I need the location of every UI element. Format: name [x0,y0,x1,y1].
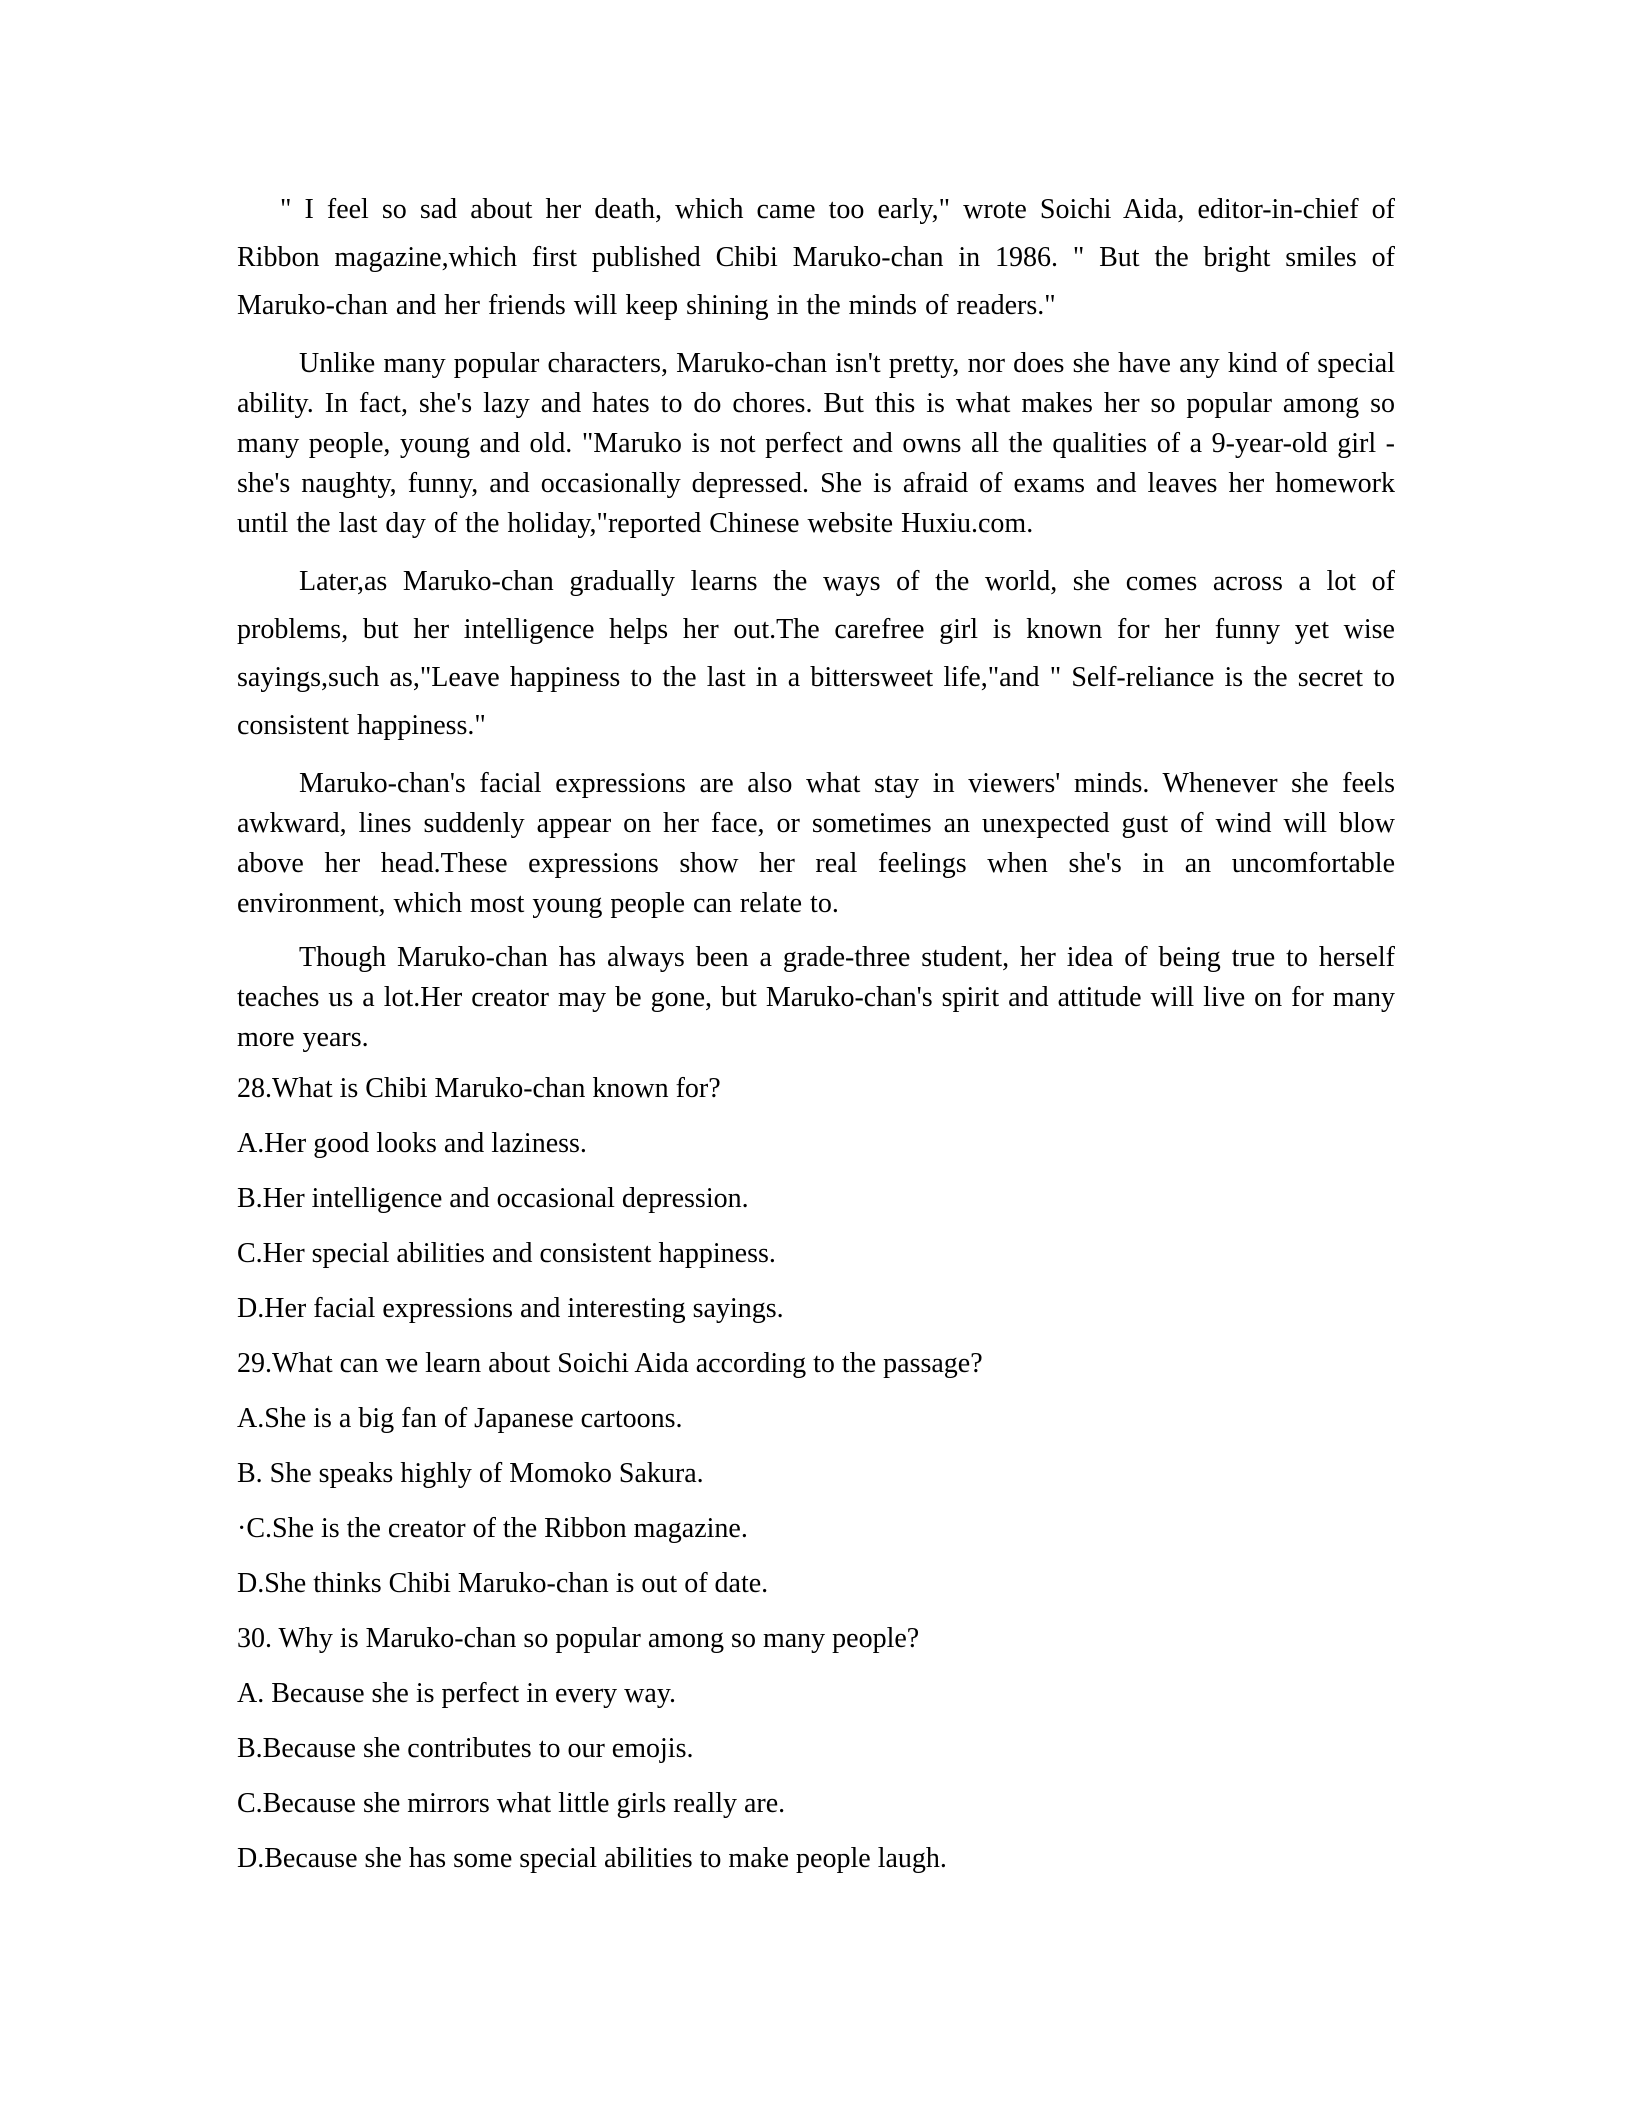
question-30-option-c: C.Because she mirrors what little girls really are. [237,1788,786,1819]
question-29-option-a: A.She is a big fan of Japanese cartoons. [237,1403,683,1434]
question-29-option-b: B. She speaks highly of Momoko Sakura. [237,1458,704,1489]
question-28-option-d: D.Her facial expressions and interesting sayings. [237,1293,784,1324]
question-29-option-d: D.She thinks Chibi Maruko-chan is out of date. [237,1568,769,1599]
passage-paragraph-4: Maruko-chan's facial expressions are also what stay in viewers' minds. Whenever she feels awkward, lines suddenly appear on her face, or sometimes an unexpected gust of wind will blow above her head.These expressions show her real feelings when she's in an uncomfortable environment, which most young people can relate to. [237,768,1395,919]
question-30 [237,1622,1395,1876]
question-30-option-d: D.Because she has some special abilities to make people laugh. [237,1843,947,1874]
question-28-option-a: A.Her good looks and laziness. [237,1128,587,1159]
passage-paragraph-1: " I feel so sad about her death, which came too early," wrote Soichi Aida, editor-in-chief of Ribbon magazine,which first published Chibi Maruko-chan in 1986. " But the bright smiles of Maruko-chan and her friends will keep shining in the minds of readers." [237,194,1395,321]
reading-passage [237,186,1395,1058]
question-28-prompt: 28.What is Chibi Maruko-chan known for? [237,1073,721,1104]
question-29-option-c: ·C.She is the creator of the Ribbon magazine. [237,1513,748,1544]
passage-paragraph-3: Later,as Maruko-chan gradually learns the ways of the world, she comes across a lot of problems, but her intelligence helps her out.The carefree girl is known for her funny yet wise sayings,such as,"Leave happiness to the last in a bittersweet life,"and " Self-reliance is the secret to consistent happiness." [237,566,1395,741]
question-28-option-b: B.Her intelligence and occasional depression. [237,1183,749,1214]
question-30-option-a: A. Because she is perfect in every way. [237,1678,677,1709]
question-29-prompt: 29.What can we learn about Soichi Aida according to the passage? [237,1348,983,1379]
question-28-option-c: C.Her special abilities and consistent happiness. [237,1238,776,1269]
question-28 [237,1072,1395,1326]
passage-paragraph-5: Though Maruko-chan has always been a grade-three student, her idea of being true to herself teaches us a lot.Her creator may be gone, but Maruko-chan's spirit and attitude will live on for many more years. [237,942,1395,1053]
questions-section [237,1072,1395,1876]
question-29 [237,1347,1395,1601]
passage-paragraph-2: Unlike many popular characters, Maruko-chan isn't pretty, nor does she have any kind of special ability. In fact, she's lazy and hates to do chores. But this is what makes her so popular among so many people, young and old. "Maruko is not perfect and owns all the qualities of a 9-year-old girl -she's naughty, funny, and occasionally depressed. She is afraid of exams and leaves her homework until the last day of the holiday,"reported Chinese website Huxiu.com. [237,348,1395,539]
question-30-option-b: B.Because she contributes to our emojis. [237,1733,694,1764]
question-30-prompt: 30. Why is Maruko-chan so popular among so many people? [237,1623,920,1654]
